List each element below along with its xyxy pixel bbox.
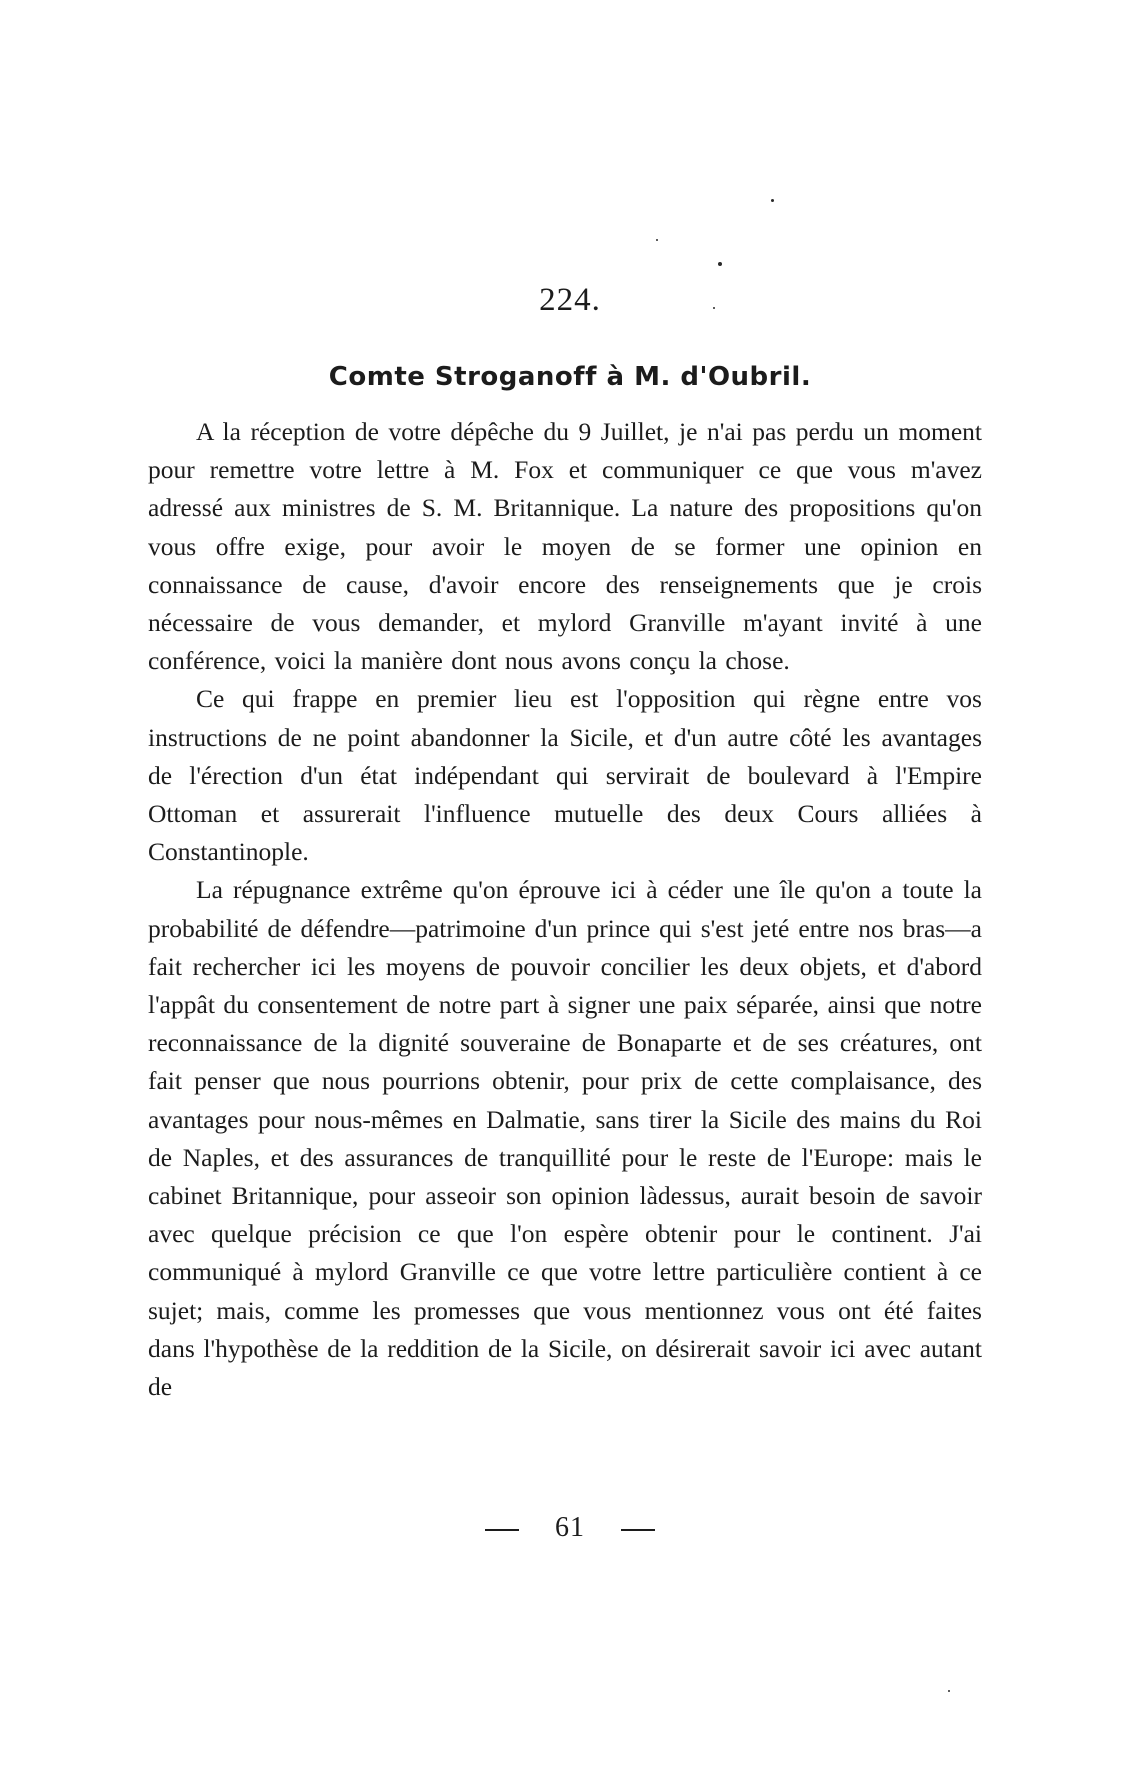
- page-number: 61: [555, 1512, 585, 1543]
- footer-dash-left: [485, 1529, 519, 1531]
- scan-speck: [713, 307, 715, 309]
- page-footer: [0, 1512, 1140, 1544]
- scan-speck: [948, 1690, 950, 1692]
- scan-speck: [771, 199, 774, 202]
- scan-speck: [718, 262, 722, 266]
- scan-speck: [656, 239, 658, 241]
- paragraph-1: A la réception de votre dépêche du 9 Juillet, je n'ai pas perdu un moment pour remettre votre lettre à M. Fox et communiquer ce que vous m'avez adressé aux ministres de S. M. Britannique. La nature des propositions qu'on vous offre exige, pour avoir le moyen de se former une opinion en connaissance de cause, d'avoir encore des renseignements que je crois nécessaire de vous demander, et mylord Granville m'ayant invité à une conférence, voici la manière dont nous avons conçu la chose.: [148, 417, 982, 676]
- letter-title: Comte Stroganoff à M. d'Oubril.: [328, 362, 812, 392]
- document-number: 224.: [539, 282, 601, 318]
- paragraph-3: La répugnance extrême qu'on éprouve ici à céder une île qu'on a toute la probabilité de défendre—patrimoine d'un prince qui s'est jeté entre nos bras—a fait rechercher ici les moyens de pouvoir concilier les deux objets, et d'abord l'appât du consentement de notre part à signer une paix séparée, ainsi que notre reconnaissance de la dignité souveraine de Bonaparte et de ses créatures, ont fait penser que nous pourrions obtenir, pour prix de cette complaisance, des avantages pour nous-mêmes en Dalmatie, sans tirer la Sicile des mains du Roi de Naples, et des assurances de tranquillité pour le reste de l'Europe: mais le cabinet Britannique, pour asseoir son opinion làdessus, aurait besoin de savoir avec quelque précision ce que l'on espère obtenir pour le continent. J'ai communiqué à mylord Granville ce que votre lettre particulière contient à ce sujet; mais, comme les promesses que vous mentionnez vous ont été faites dans l'hypothèse de la reddition de la Sicile, on désirerait savoir ici avec autant de: [148, 875, 982, 1402]
- footer-dash-right: [621, 1529, 655, 1531]
- paragraph-2: Ce qui frappe en premier lieu est l'opposition qui règne entre vos instructions de ne point abandonner la Sicile, et d'un autre côté les avantages de l'érection d'un état indépendant qui servirait de boulevard à l'Empire Ottoman et assurerait l'influence mutuelle des deux Cours alliées à Constantinople.: [148, 684, 982, 867]
- letter-body: [148, 413, 982, 1406]
